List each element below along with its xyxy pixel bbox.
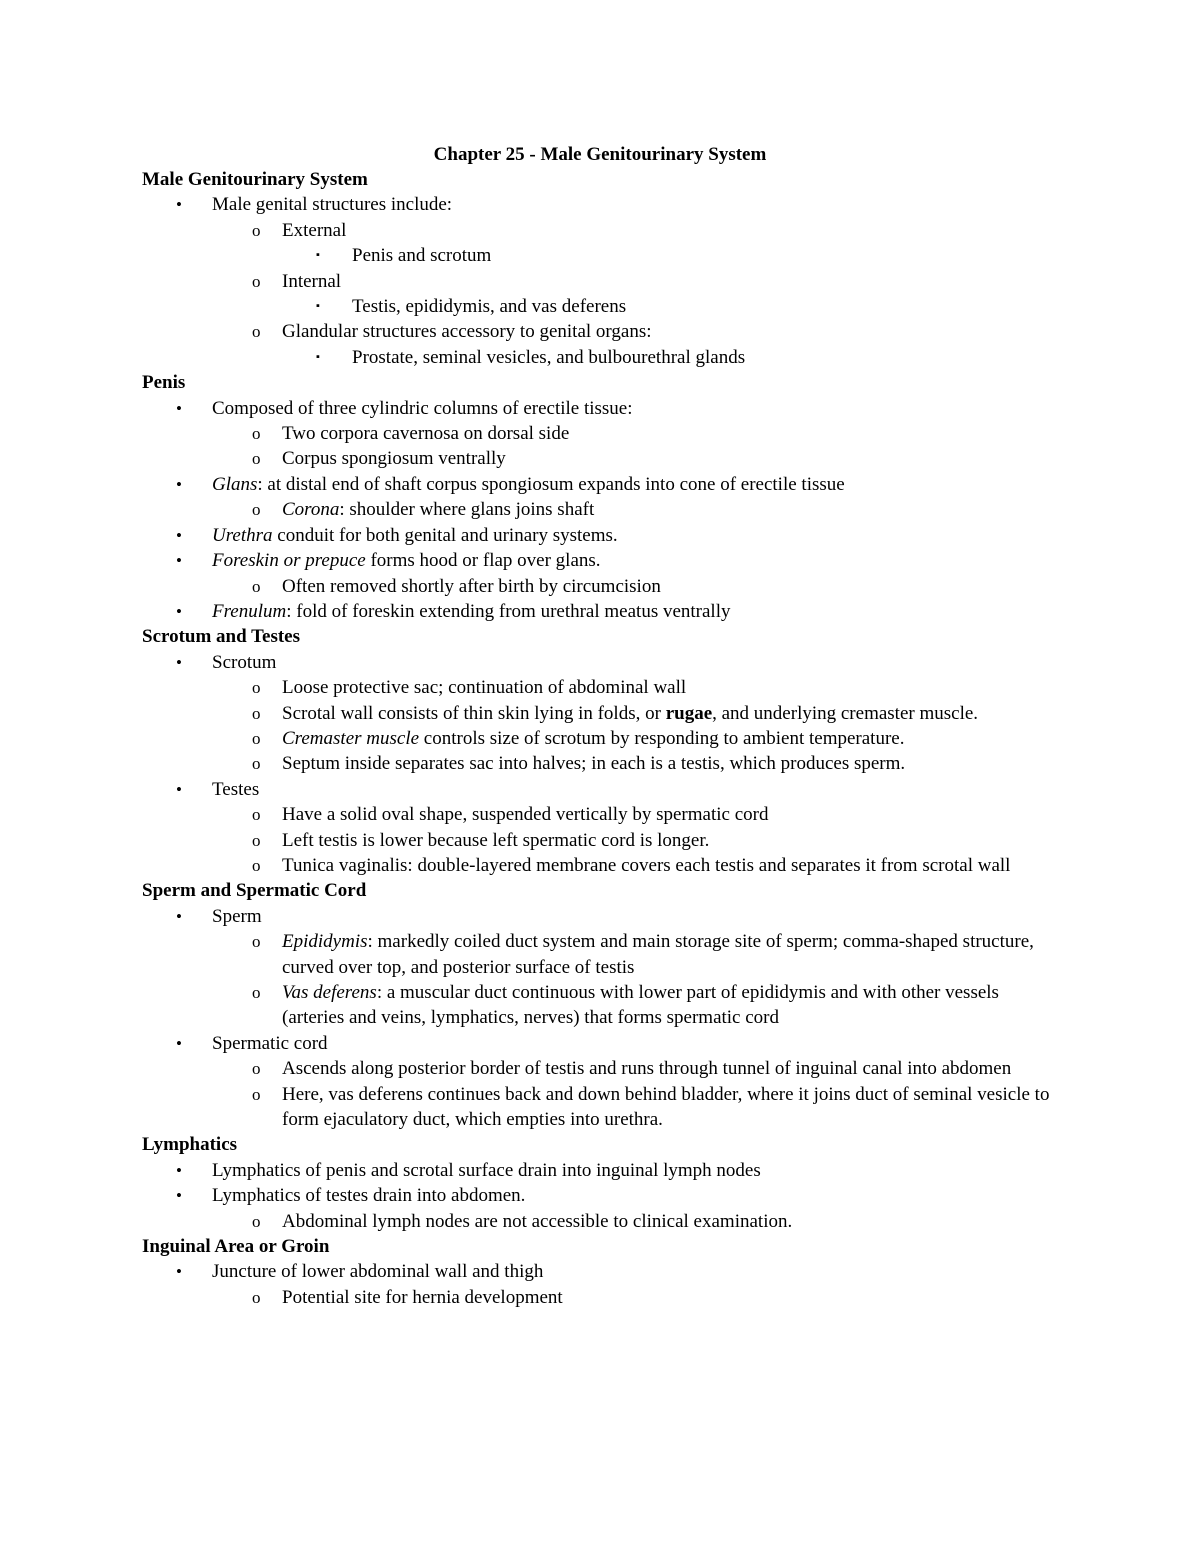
list-item [212, 269, 1062, 320]
text-run: Composed of three cylindric columns of erectile tissue: [212, 397, 633, 419]
bullet-marker-icon: o [252, 424, 261, 444]
bullet-marker-icon: o [252, 678, 261, 698]
bullet-marker-icon: • [176, 474, 182, 494]
bullet-marker-icon: • [176, 1160, 182, 1180]
text-run: Abdominal lymph nodes are not accessible to clinical examination. [282, 1210, 793, 1232]
list-item [142, 192, 1062, 370]
text-run: Testis, epididymis, and vas deferens [352, 296, 627, 318]
bullet-marker-icon: o [252, 322, 261, 342]
list-item [142, 1183, 1062, 1234]
list-item [212, 1082, 1062, 1133]
bullet-marker-icon: • [176, 1186, 182, 1206]
list-item-text [212, 1031, 1062, 1056]
bullet-marker-icon: o [252, 1084, 261, 1104]
bullet-marker-icon: o [252, 932, 261, 952]
list-item-text [212, 650, 1062, 675]
list-item [212, 446, 1062, 471]
text-run: Testes [212, 778, 260, 800]
bullet-list-level-3 [282, 294, 1062, 319]
italic-term: Foreskin or prepuce [212, 550, 366, 572]
list-item-text [282, 751, 1062, 776]
list-item [212, 828, 1062, 853]
section-heading: Male Genitourinary System [142, 169, 368, 190]
italic-term: Corona [282, 499, 340, 521]
text-run: Prostate, seminal vesicles, and bulbourethral glands [352, 346, 746, 368]
section-heading: Penis [142, 372, 186, 394]
list-item-text [282, 701, 1062, 726]
text-run: Two corpora cavernosa on dorsal side [282, 423, 570, 445]
bullet-list-level-3 [282, 243, 1062, 268]
list-item [212, 574, 1062, 599]
bullet-list-level-2 [212, 675, 1062, 777]
list-item-text [282, 1056, 1062, 1081]
list-item-text [212, 548, 1062, 573]
bullet-list-level-1 [142, 1158, 1062, 1234]
bullet-list-level-2 [212, 1056, 1062, 1132]
list-item-text [282, 574, 1062, 599]
bullet-marker-icon: ▪ [316, 249, 320, 262]
text-run: Juncture of lower abdominal wall and thigh [212, 1261, 544, 1283]
bullet-marker-icon: o [252, 220, 261, 240]
bold-term: rugae [665, 702, 713, 724]
bullet-list-level-2 [212, 1285, 1062, 1310]
italic-term: Cremaster muscle [282, 727, 420, 749]
section-heading: Scrotum and Testes [142, 626, 301, 648]
section-heading: Sperm and Spermatic Cord [142, 880, 367, 902]
list-item [212, 701, 1062, 726]
text-run: : fold of foreskin extending from urethral meatus ventrally [286, 600, 731, 622]
list-item [212, 1285, 1062, 1310]
bullet-marker-icon: • [176, 525, 182, 545]
bullet-marker-icon: ▪ [316, 350, 320, 363]
list-item [212, 802, 1062, 827]
list-item-text [282, 828, 1062, 853]
list-item-text [352, 345, 1062, 370]
bullet-list-level-1 [142, 192, 1062, 370]
text-run: External [282, 219, 347, 241]
list-item-text [282, 446, 1062, 471]
bullet-list-level-3 [282, 345, 1062, 370]
bullet-marker-icon: o [252, 805, 261, 825]
bullet-list-level-1 [142, 904, 1062, 1133]
text-run: Potential site for hernia development [282, 1286, 563, 1308]
italic-term: Glans [212, 473, 258, 495]
list-item-text [282, 802, 1062, 827]
bullet-marker-icon: o [252, 728, 261, 748]
text-run: : markedly coiled duct system and main storage site of sperm; comma-shaped structure, curved over top, and posterior surface of testis [282, 931, 1034, 978]
bullet-marker-icon: o [252, 703, 261, 723]
text-run: Ascends along posterior border of testis and runs through tunnel of inguinal canal into abdomen [282, 1058, 1012, 1080]
bullet-marker-icon: • [176, 652, 182, 672]
bullet-marker-icon: o [252, 754, 261, 774]
bullet-list-level-2 [212, 421, 1062, 472]
list-item-text [282, 1082, 1062, 1133]
text-run: Tunica vaginalis: double-layered membrane covers each testis and separates it from scrotal wall [282, 854, 1011, 876]
text-run: : a muscular duct continuous with lower part of epididymis and with other vessels (arteries and veins, lymphatics, nerves) that forms spermatic cord [282, 982, 999, 1029]
list-item [212, 421, 1062, 446]
list-item-text [212, 472, 1062, 497]
text-run: Glandular structures accessory to genital organs: [282, 321, 652, 343]
text-run: controls size of scrotum by responding to ambient temperature. [419, 727, 905, 749]
list-item-text [212, 523, 1062, 548]
list-item [212, 726, 1062, 751]
bullet-marker-icon: o [252, 830, 261, 850]
notes-body [142, 167, 1062, 1310]
text-run: : shoulder where glans joins shaft [339, 499, 595, 521]
list-item [142, 1031, 1062, 1133]
list-item [142, 548, 1062, 599]
list-item [212, 980, 1062, 1031]
text-run: , and underlying cremaster muscle. [712, 702, 979, 724]
italic-term: Frenulum [212, 600, 287, 622]
bullet-list-level-1 [142, 396, 1062, 625]
bullet-marker-icon: • [176, 1033, 182, 1053]
list-item-text [212, 192, 1062, 217]
bullet-list-level-1 [142, 1259, 1062, 1310]
list-item-text [212, 1259, 1062, 1284]
text-run: : at distal end of shaft corpus spongiosum expands into cone of erectile tissue [257, 473, 845, 495]
bullet-marker-icon: • [176, 1262, 182, 1282]
text-run: Sperm [212, 905, 262, 927]
list-item-text [282, 1285, 1062, 1310]
bullet-marker-icon: o [252, 1211, 261, 1231]
list-item-text [212, 599, 1062, 624]
text-run: Loose protective sac; continuation of abdominal wall [282, 677, 687, 699]
list-item [142, 523, 1062, 548]
bullet-list-level-2 [212, 497, 1062, 522]
list-item [282, 345, 1062, 370]
text-run: Scrotum [212, 651, 277, 673]
text-run: Have a solid oval shape, suspended vertically by spermatic cord [282, 804, 769, 826]
list-item [212, 319, 1062, 370]
list-item [142, 650, 1062, 777]
list-item [142, 777, 1062, 879]
bullet-list-level-2 [212, 802, 1062, 878]
italic-term: Urethra [212, 524, 273, 546]
list-item-text [212, 777, 1062, 802]
list-item-text [282, 675, 1062, 700]
bullet-marker-icon: o [252, 983, 261, 1002]
list-item-text [212, 396, 1062, 421]
text-run: Lymphatics of penis and scrotal surface drain into inguinal lymph nodes [212, 1159, 761, 1181]
bullet-marker-icon: o [252, 855, 261, 875]
text-run: Scrotal wall consists of thin skin lying in folds, or [282, 702, 666, 724]
bullet-marker-icon: • [176, 551, 182, 571]
list-item [282, 243, 1062, 268]
bullet-list-level-2 [212, 929, 1062, 1031]
list-item [212, 751, 1062, 776]
bullet-list-level-2 [212, 218, 1062, 370]
text-run: Spermatic cord [212, 1032, 328, 1054]
list-item [142, 1259, 1062, 1310]
text-run: Septum inside separates sac into halves; in each is a testis, which produces sperm. [282, 753, 906, 775]
list-item-text [352, 243, 1062, 268]
bullet-list-level-2 [212, 1209, 1062, 1234]
list-item [212, 497, 1062, 522]
text-run: conduit for both genital and urinary systems. [272, 524, 618, 546]
text-run: Often removed shortly after birth by circumcision [282, 575, 661, 597]
bullet-marker-icon: o [252, 500, 261, 520]
bullet-list-level-1 [142, 650, 1062, 879]
text-run: forms hood or flap over glans. [365, 550, 601, 572]
bullet-marker-icon: • [176, 195, 182, 215]
list-item [142, 904, 1062, 1031]
list-item-text [282, 726, 1062, 751]
bullet-marker-icon: o [252, 1287, 261, 1307]
list-item [142, 599, 1062, 624]
list-item-text [212, 1158, 1062, 1183]
list-item-text [282, 980, 1062, 1031]
list-item-text [282, 421, 1062, 446]
text-run: Penis and scrotum [352, 245, 492, 267]
list-item-text [282, 319, 1062, 344]
text-run: Lymphatics of testes drain into abdomen. [212, 1185, 526, 1207]
list-item [142, 396, 1062, 472]
bullet-marker-icon: o [252, 576, 261, 596]
bullet-marker-icon: ▪ [316, 300, 320, 313]
text-run: Corpus spongiosum ventrally [282, 448, 506, 470]
list-item-text [282, 269, 1062, 294]
bullet-marker-icon: o [252, 449, 261, 469]
list-item-text [282, 1209, 1062, 1234]
bullet-marker-icon: o [252, 1059, 261, 1079]
list-item-text [212, 904, 1062, 929]
text-run: Internal [282, 270, 342, 292]
list-item [212, 929, 1062, 980]
italic-term: Vas deferens [282, 982, 377, 1003]
page-title: Chapter 25 - Male Genitourinary System [433, 144, 767, 165]
list-item-text [282, 497, 1062, 522]
list-item-text [282, 853, 1062, 878]
list-item [142, 472, 1062, 523]
list-item [212, 853, 1062, 878]
section-heading: Inguinal Area or Groin [142, 1236, 330, 1258]
list-item [142, 1158, 1062, 1183]
italic-term: Epididymis [282, 931, 368, 953]
bullet-marker-icon: • [176, 601, 182, 621]
bullet-list-level-2 [212, 574, 1062, 599]
list-item-text [212, 1183, 1062, 1208]
list-item-text [282, 218, 1062, 243]
bullet-marker-icon: o [252, 271, 261, 291]
list-item [282, 294, 1062, 319]
text-run: Here, vas deferens continues back and down behind bladder, where it joins duct of seminal vesicle to form ejaculatory duct, which empties into urethra. [282, 1083, 1050, 1131]
list-item [212, 675, 1062, 700]
text-run: Left testis is lower because left spermatic cord is longer. [282, 829, 710, 851]
list-item [212, 218, 1062, 269]
list-item [212, 1056, 1062, 1081]
bullet-marker-icon: • [176, 779, 182, 799]
text-run: Male genital structures include: [212, 194, 453, 216]
bullet-marker-icon: • [176, 906, 182, 926]
list-item [212, 1209, 1062, 1234]
section-heading: Lymphatics [142, 1134, 238, 1156]
list-item-text [352, 294, 1062, 319]
list-item-text [282, 929, 1062, 980]
bullet-marker-icon: • [176, 398, 182, 418]
